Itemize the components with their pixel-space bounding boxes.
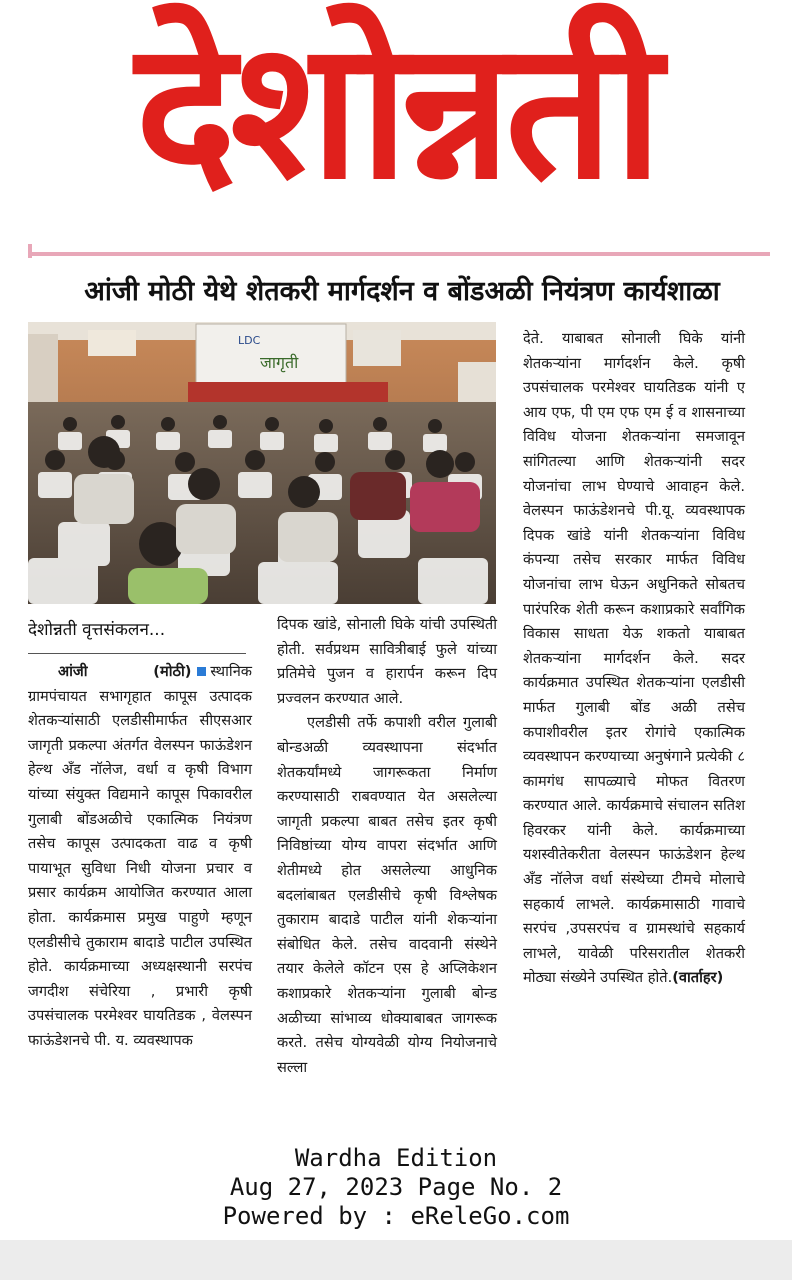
masthead-logo: देशोन्नती bbox=[135, 0, 657, 221]
column-3-text: देते. याबाबत सोनाली घिके यांनी शेतकऱ्यांना मार्गदर्शन केले. कृषी उपसंचालक परमेश्वर घायतिडक यांनी ए आय एफ, पी एम एफ एम ई व शासनाच्या विविध योजना शेतकऱ्यांना समजावून सांगितल्या आणि शेतकऱ्यांनी सदर योजनांचा लाभ घेण्याचे आवाहन केले. वेलस्पन फाऊंडेशनचे पी.यू. व्यवस्थापक दिपक खांडे यांनी शेतकऱ्यांना विविध कंपन्या तसेच सरकार मार्फत विविध योजनांचा लाभ घेऊन अधुनिकते सोबतच पारंपरिक शेती करून कशाप्रकारे सर्वांगिक विकास साधता येऊ शकतो याबाबत शेतकऱ्यांना मार्गदर्शन केले. सदर कार्यक्रमात उपस्थित शेतकऱ्यांना एलडीसी मार्फत गुलाबी बोंड अळी तसेच कपाशीवरील इतर रोगांचे एकात्मिक व्यवस्थापन करण्याच्या अनुषंगाने प्रत्येकी ८ कामगंध सापळ्याचे मोफत वितरण करण्यात आले. कार्यक्रमाचे संचालन सतिश हिवरकर यांनी केले. कार्यक्रमाच्या यशस्वीतेकरीता वेलस्पन फाऊंडेशन हेल्थ अँड नॉलेज वर्धा संस्थेच्या टीमचे मोलाचे सहकार्य लाभले. कार्यक्रमासाठी गावाचे सरपंच ,उपसरपंच व ग्रामस्थांचे सहकार्य लाभले, यावेळी परिसरातील शेतकरी मोठ्या संख्येने उपस्थित होते. bbox=[523, 330, 745, 987]
article-column-2 bbox=[277, 613, 497, 1080]
footer-date-page: Aug 27, 2023 Page No. 2 bbox=[229, 1173, 563, 1201]
footer-edition: Wardha Edition bbox=[294, 1144, 498, 1172]
photo-banner-text: LDC bbox=[238, 334, 261, 347]
event-photo bbox=[28, 322, 496, 604]
column-1-text: स्थानिक ग्रामपंचायत सभागृहात कापूस उत्पादक शेतकऱ्यांसाठी एलडीसीमार्फत सीएसआर जागृती प्रकल्पा अंतर्गत वेलस्पन फाऊंडेशन हेल्थ अँड नॉलेज, वर्धा व कृषी विभाग यांच्या संयुक्त विद्यमाने कापूस पिकावरील गुलाबी बोंडअळीचे एकात्मिक नियंत्रण तसेच कापूस उत्पादकता वाढ व कृषी पायाभूत सुविधा निधी योजना प्रचार व प्रसार कार्यक्रम आयोजित करण्यात आला होता. कार्यक्रमास प्रमुख पाहुणे म्हणून एलडीसीचे तुकाराम बादाडे पाटील उपस्थित होते. कार्यक्रमाच्या अध्यक्षस्थानी सरपंच जगदीश संचेरिया , प्रभारी कृषी उपसंचालक परमेश्वर घायतिडक , वेलस्पन फाऊंडेशनचे पी. य. व्यवस्थापक bbox=[28, 663, 252, 1049]
article-column-3 bbox=[523, 327, 745, 991]
reporter-signature: (वार्ताहर) bbox=[672, 969, 724, 987]
byline-box bbox=[28, 614, 246, 654]
photo-banner-sub: जागृती bbox=[260, 353, 299, 372]
article-headline: आंजी मोठी येथे शेतकरी मार्गदर्शन व बोंडअळी नियंत्रण कार्यशाळा bbox=[84, 276, 720, 307]
dateline: आंजी (मोठी) bbox=[58, 663, 192, 680]
headline-rule bbox=[28, 252, 770, 256]
article-paragraph-2: दिपक खांडे, सोनाली घिके यांची उपस्थिती होती. सर्वप्रथम सावित्रीबाई फुले यांच्या प्रतिमेचे पुजन व हारार्पन करून दिप प्रज्वलन करण्यात आले. bbox=[277, 616, 497, 707]
footer bbox=[0, 1144, 792, 1231]
footer-powered-by: Powered by : eReleGo.com bbox=[222, 1202, 570, 1230]
article-paragraph-4 bbox=[523, 327, 745, 991]
masthead bbox=[0, 0, 792, 240]
bullet-square-icon bbox=[197, 667, 206, 676]
article-column-1 bbox=[28, 660, 252, 1054]
article-paragraph-1 bbox=[28, 660, 252, 1054]
byline: देशोन्नती वृत्तसंकलन... bbox=[28, 620, 166, 640]
byline-rule bbox=[28, 653, 246, 654]
headline-rule-end bbox=[28, 244, 32, 258]
bottom-bar bbox=[0, 1240, 792, 1280]
article-paragraph-3: एलडीसी तर्फे कपाशी वरील गुलाबी बोन्डअळी व्यवस्थापना संदर्भात शेतकर्यांमध्ये जागरूकता निर्माण करण्यासाठी राबवण्यात येत असलेल्या जागृती प्रकल्पा बाबत तसेच इतर कृषी निविष्ठांच्या योग्य वापरा संदर्भात आणि शेतीमध्ये होत असलेल्या आधुनिक बदलांबाबत एलडीसीचे कृषी विश्लेषक तुकाराम बादाडे पाटील यांनी शेकऱ्यांना संबोधित केले. तसेच वादवानी संस्थेने तयार केलेले कॉटन एस हे अप्लिकेशन कशाप्रकारे शेतकऱ्यांना गुलाबी बोन्ड अळीच्या सांभाव्य धोक्याबाबत जागरूक करते. तसेच योग्यवेळी योग्य नियोजनाचे सल्ला bbox=[277, 714, 497, 1076]
